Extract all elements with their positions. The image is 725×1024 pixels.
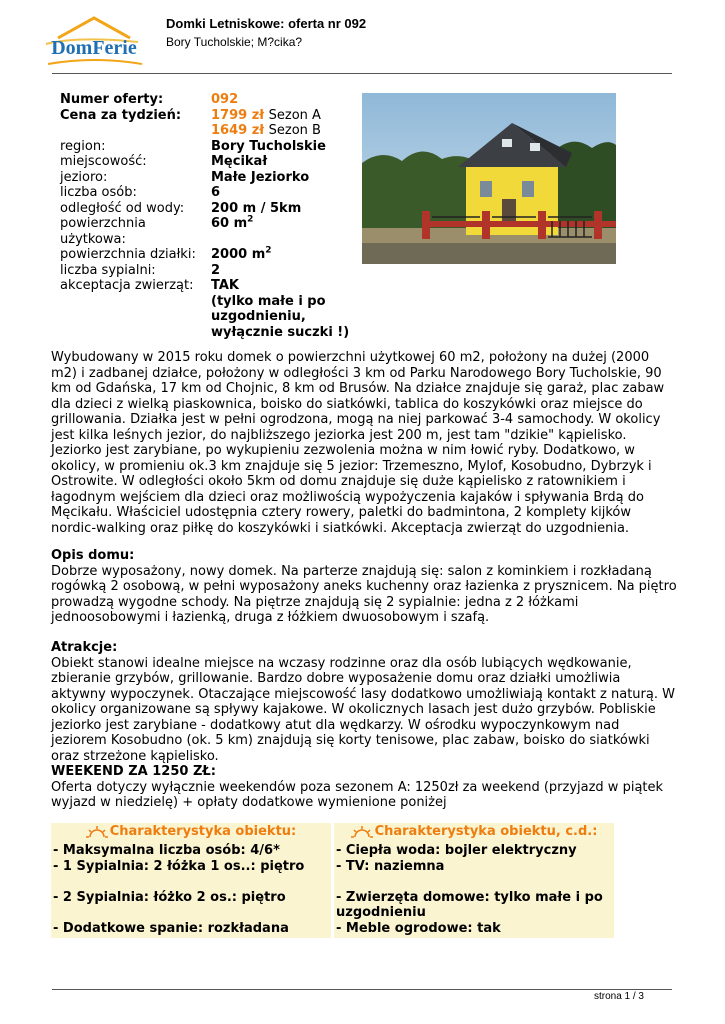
weekend-text: Oferta dotyczy wyłącznie weekendów poza sezonem A: 1250zł za weekend (przyjazd w piątek wyjazd w niedzielę) + opłaty dodatkowe wymienione poniżej [51,779,664,810]
region-value: Bory Tucholskie [211,138,326,154]
usable-area-label: powierzchnia użytkowa: [60,216,146,247]
offer-info-table [60,92,355,340]
bedrooms-label: liczba sypialni: [60,262,156,278]
feature-item: - Maksymalna liczba osób: 4/6* [53,843,280,858]
plot-area-value: 2000 m [211,247,266,262]
town-label: miejscowość: [60,154,147,169]
house-text: Dobrze wyposażony, nowy domek. Na parterze znajdują się: salon z kominkiem i rozkładaną rogówką 2 osobową, w pełni wyposażony aneks kuchenny oraz łazienka z prysznicem. Na piętro prowadzą wygodne schody. Na piętrze znajdują się 2 sypialnie: jedna z 2 łóżkami jednoosobowymi i łazienką, druga z łóżkiem dwuosobowym i szafą. [51,563,677,625]
feature-item: - TV: naziemna [336,858,445,874]
weekend-heading: WEEKEND ZA 1250 ZŁ: [51,764,216,779]
town-value: Męcikał [211,154,268,169]
features-right-heading: Charakterystyka obiektu, c.d.: [374,824,598,839]
features-left-heading: Charakterystyka obiektu: [109,824,297,839]
price-label: Cena za tydzień: [60,107,182,123]
lake-value: Małe Jeziorko [211,169,310,185]
footer-divider [52,989,672,990]
usable-area-value: 60 m [211,216,248,231]
pets-label: akceptacja zwierząt: [60,278,194,293]
sun-icon [86,824,110,839]
feature-item: - Dodatkowe spanie: rozkładana [53,920,289,936]
plot-area-label: powierzchnia działki: [60,247,196,262]
sun-icon [351,824,375,839]
logo-text: DomFerie [51,37,137,59]
pets-note: (tylko małe i po uzgodnieniu, wyłącznie suczki !) [211,293,350,340]
attractions-heading: Atrakcje: [51,640,118,655]
feature-item: - Zwierzęta domowe: tylko małe i po uzgodnieniu [336,889,603,920]
house-heading: Opis domu: [51,548,135,563]
attractions-section [51,640,677,764]
water-distance-label: odległość od wody: [60,200,185,216]
header-divider [52,73,672,74]
price-season-b-label: Sezon B [268,123,321,138]
region-label: region: [60,138,106,154]
house-photo[interactable] [362,93,616,264]
plot-area-unit-sup: 2 [265,245,272,256]
document-title: Domki Letniskowe: oferta nr 092 [166,16,367,31]
feature-item: - Ciepła woda: bojler elektryczny [336,843,577,858]
feature-item: - 1 Sypialnia: 2 łóżka 1 os..: piętro [53,858,305,874]
price-season-a-label: Sezon A [268,107,321,123]
pets-value: TAK [211,278,239,293]
features-box-right [334,823,614,938]
domferie-logo[interactable] [38,14,150,70]
offer-description [51,350,677,536]
lake-label: jezioro: [60,169,108,185]
persons-value: 6 [211,185,221,200]
feature-item: - 2 Sypialnia: łóżko 2 os.: piętro [53,889,286,905]
offer-number-label: Numer oferty: [60,92,164,107]
usable-area-unit-sup: 2 [247,214,254,225]
water-distance-value: 200 m / 5km [211,200,302,216]
persons-label: liczba osób: [60,185,137,200]
house-section [51,548,677,626]
offer-number-value: 092 [211,92,239,107]
price-season-a-amount: 1799 zł [211,107,265,123]
attractions-text: Obiekt stanowi idealne miejsce na wczasy rodzinne oraz dla osób lubiących wędkowanie, zbieranie grzybów, grillowanie. Bardzo dobre wyposażenie domu oraz działki umożliwia aktywny wypoczynek. Otaczające miejscowość lasy dodatkowo umożliwiają kontakt z naturą. W okolicy organizowane są spływy kajakowe. W okolicznych lasach jest dużo grzybów. Pobliskie jeziorko jest zarybiane - dodatkowy atut dla wędkarzy. W ośrodku wypoczynkowym nad jeziorem Kosobudno (ok. 5 km) znajdują się korty tenisowe, plac zabaw, boisko do siatkówki oraz strzeżone kąpielisko. [51,655,675,764]
description-paragraph: Wybudowany w 2015 roku domek o powierzchni użytkowej 60 m2, położony na dużej (2000 m2) i zadbanej działce, położony w odległości 3 km od Parku Narodowego Bory Tucholskie, 90 km od Gdańska, 17 km od Chojnic, 8 km od Brusów. Na działce znajduje się garaż, plac zabaw dla dzieci z wielką piaskownica, boisko do siatkówki, tablica do koszykówki oraz miejsce do grillowania. Działka jest w pełni ogrodzona, mogą na niej parkować 3-4 samochody. W okolicy jest kilka leśnych jezior, do najbliższego jeziorka jest 200 m, jest tam "dzikie" kąpielisko. Jeziorko jest zarybiane, po wykupieniu zezwolenia można w nim łowić ryby. Dodatkowo, w okolicy, w promieniu ok.3 km znajduje się 5 jezior: Trzemeszno, Mylof, Kosobudno, Dybrzyk i Ostrowite. W odległości około 5km od domu znajduje się duże kąpielisko z ratownikiem i łagodnym wejściem dla dzieci oraz możliwością wypożyczenia kajaków i spływania Brdą do Męcikału. Właściciel udostępnia cztery rowery, paletki do badmintona, 2 komplety kijków nordic-walking oraz piłkę do koszykówki i siatkówki. Akceptacja zwierząt do uzgodnienia. [51,350,665,536]
bedrooms-value: 2 [211,262,221,278]
features-box-left [51,823,331,938]
document-subtitle: Bory Tucholskie; M?cika? [166,35,303,49]
page-number: strona 1 / 3 [593,991,644,1002]
feature-item: - Meble ogrodowe: tak [336,920,501,936]
weekend-section [51,764,677,811]
price-season-b-amount: 1649 zł [211,123,265,138]
